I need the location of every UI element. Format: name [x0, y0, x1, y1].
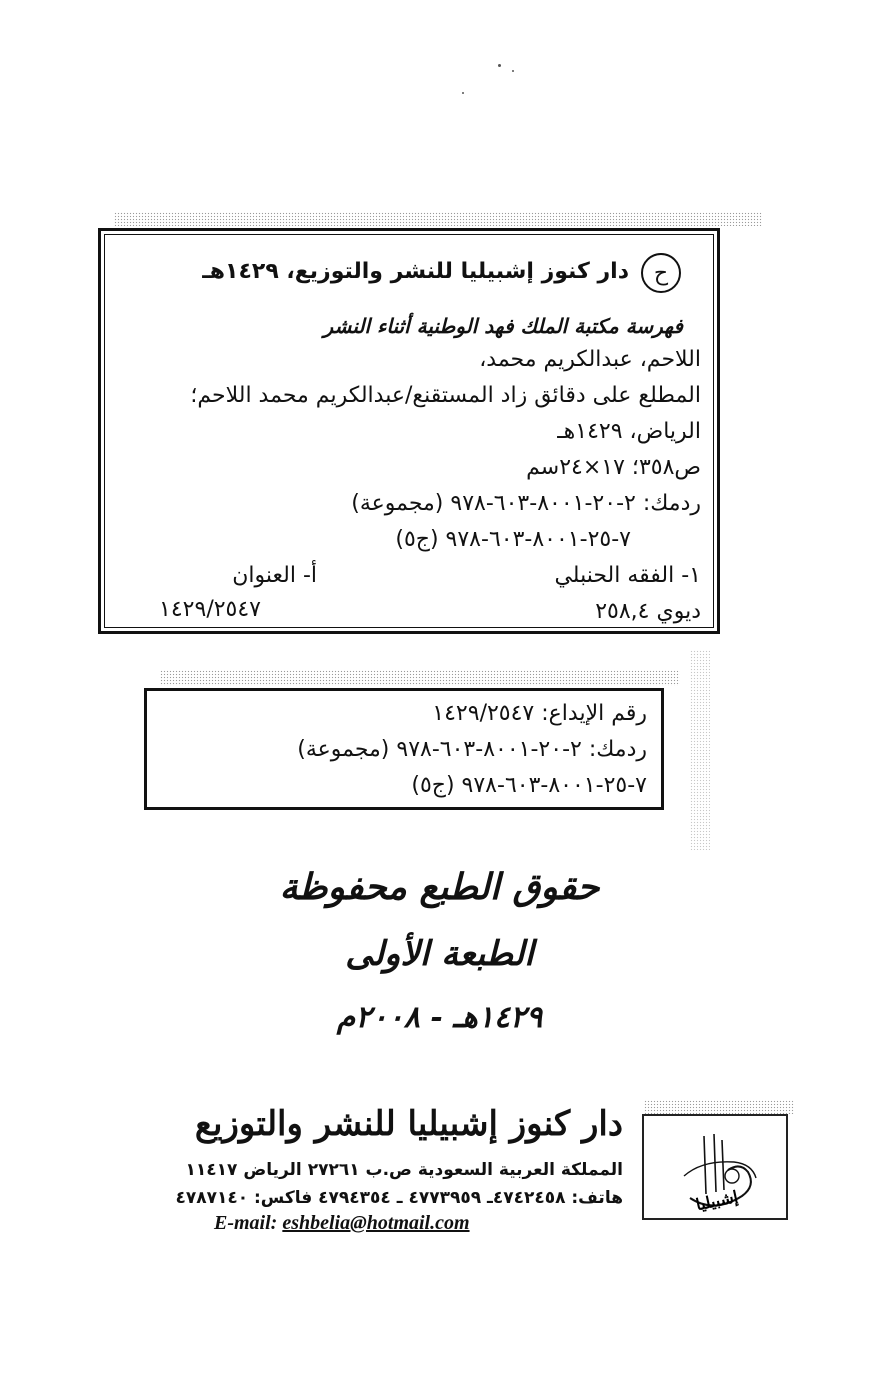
cip-title-entry: أ- العنوان [232, 563, 317, 588]
email-label: E-mail: [214, 1212, 278, 1234]
scan-speck [512, 70, 514, 72]
publisher-logo-box [642, 1114, 788, 1220]
scan-speck [498, 64, 501, 67]
edition: الطبعة الأولى [345, 934, 534, 974]
copyright-line: دار كنوز إشبيليا للنشر والتوزيع، ١٤٢٩هـ [202, 259, 629, 284]
deposit-isbn-volume: ٧-٢٥-٨٠٠١-٦٠٣-٩٧٨ (ج٥) [411, 773, 647, 798]
email-address[interactable]: eshbelia@hotmail.com [282, 1212, 470, 1234]
logo-text: إشبيليا [694, 1186, 740, 1215]
cip-catalog-box [98, 228, 720, 634]
rights-reserved: حقوق الطبع محفوظة [279, 866, 600, 908]
scan-noise [690, 650, 710, 850]
cip-deposit-number: ١٤٢٩/٢٥٤٧ [159, 597, 261, 622]
cip-title: المطلع على دقائق زاد المستقنع/عبدالكريم محمد اللاحم؛ [190, 383, 701, 408]
cip-isbn-set: ردمك: ٢-٢٠-٨٠٠١-٦٠٣-٩٧٨ (مجموعة) [351, 491, 701, 516]
publisher-phones: هاتف: ٤٧٤٢٤٥٨ـ ٤٧٧٣٩٥٩ ـ ٤٧٩٤٣٥٤ فاكس: ٤٧٨٧١٤٠ [175, 1188, 623, 1208]
cip-subject: ١- الفقه الحنبلي [554, 563, 701, 588]
publisher-name: دار كنوز إشبيليا للنشر والتوزيع [194, 1104, 623, 1144]
logo-box-shadow [644, 1100, 794, 1114]
cip-dewey: ديوي ٢٥٨,٤ [595, 599, 701, 624]
publisher-email-line [214, 1212, 470, 1235]
cip-place-year: الرياض، ١٤٢٩هـ [557, 419, 701, 444]
publisher-address: المملكة العربية السعودية ص.ب ٢٧٢٦١ الرياض ١١٤١٧ [185, 1160, 623, 1180]
deposit-info-box [144, 688, 664, 810]
scan-speck [462, 92, 464, 94]
catalog-title: فهرسة مكتبة الملك فهد الوطنية أثناء النشر [323, 314, 683, 338]
deposit-box-shadow [160, 670, 680, 686]
cip-box-shadow [114, 212, 762, 226]
publisher-logo-icon [644, 1116, 786, 1218]
deposit-number-line: رقم الإيداع: ١٤٢٩/٢٥٤٧ [432, 701, 647, 726]
cip-isbn-volume: ٧-٢٥-٨٠٠١-٦٠٣-٩٧٨ (ج٥) [395, 527, 631, 552]
edition-year: ١٤٢٩هـ - ٢٠٠٨م [336, 1000, 543, 1035]
cip-author: اللاحم، عبدالكريم محمد، [479, 347, 701, 372]
cip-pages: ص٣٥٨؛ ١٧×٢٤سم [526, 455, 701, 480]
deposit-isbn-set: ردمك: ٢-٢٠-٨٠٠١-٦٠٣-٩٧٨ (مجموعة) [297, 737, 647, 762]
copyright-symbol: ح [641, 253, 681, 293]
